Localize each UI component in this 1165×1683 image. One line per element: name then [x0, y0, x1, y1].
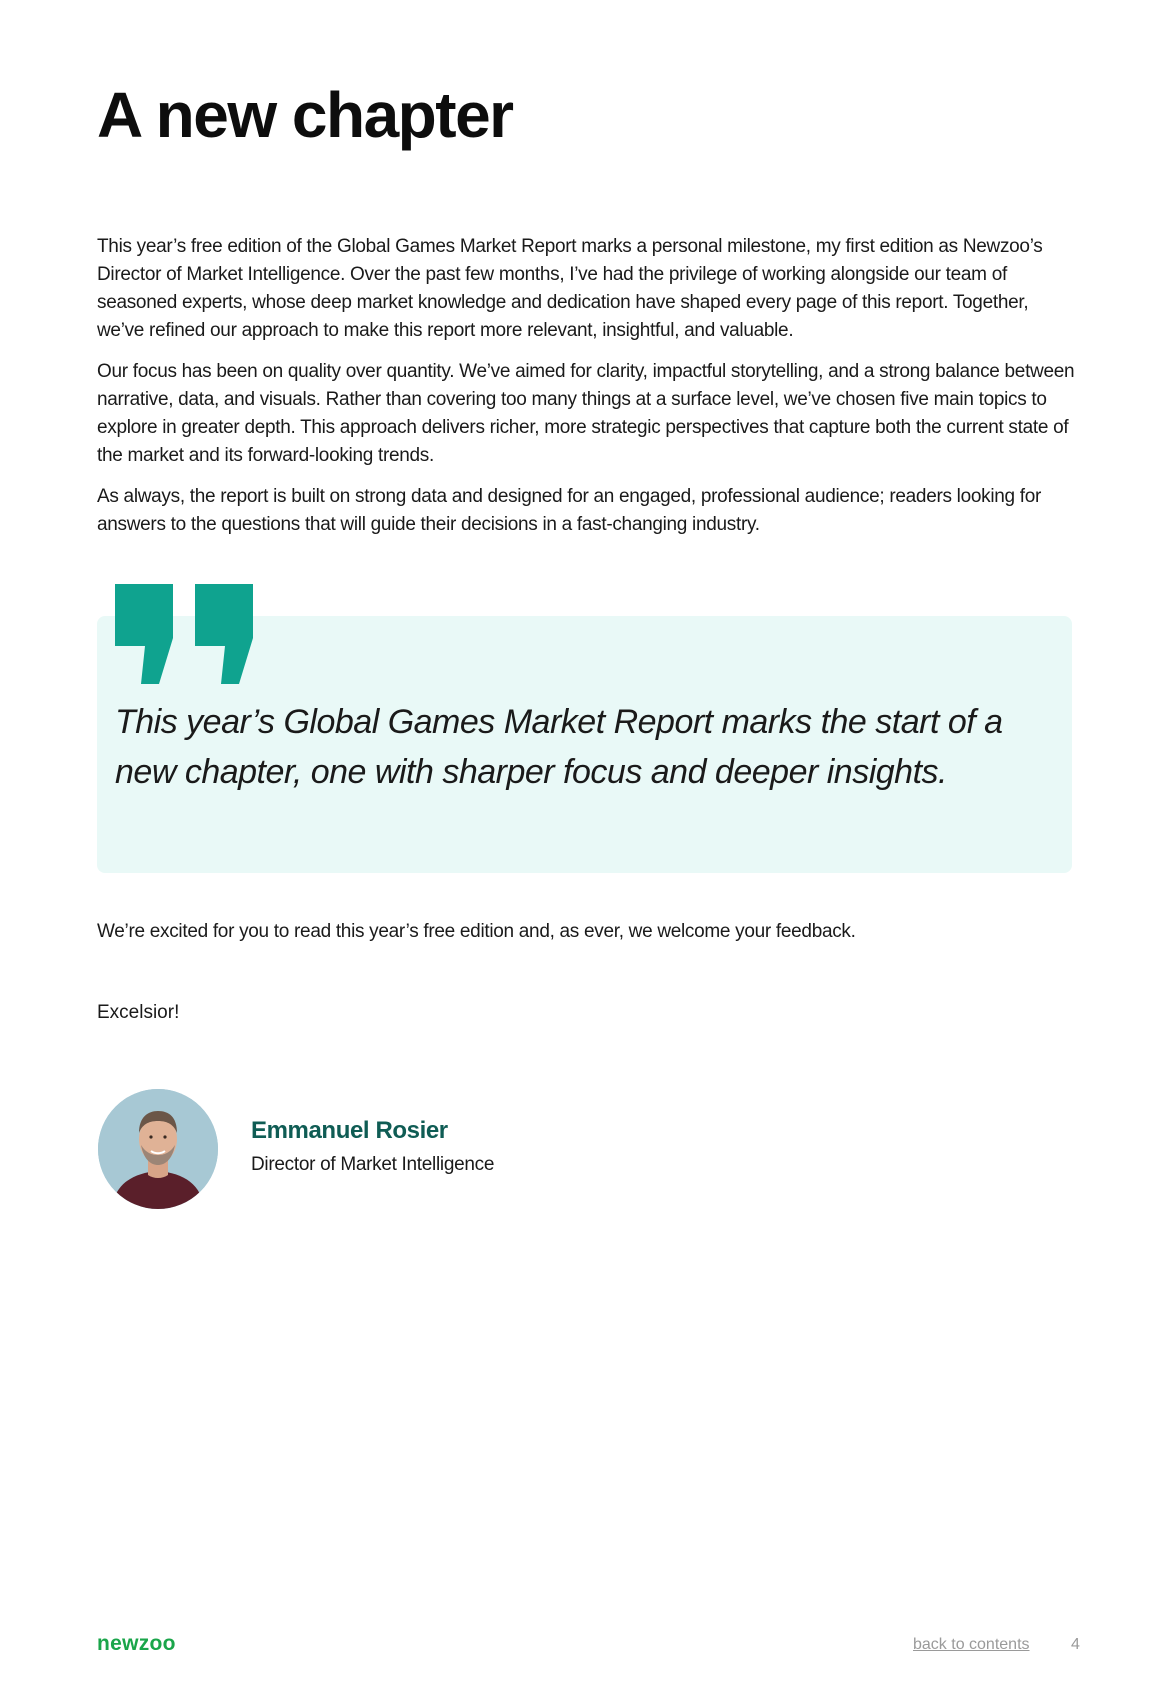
quote-mark-icon [115, 584, 257, 684]
author-role: Director of Market Intelligence [251, 1154, 495, 1175]
paragraph-3: As always, the report is built on strong data and designed for an engaged, professional audience; readers looking for answers to the questions that will guide their decisions in a fast-changing industry. [97, 486, 1042, 535]
signoff: Excelsior! [97, 1002, 180, 1023]
author-name: Emmanuel Rosier [251, 1117, 448, 1144]
back-to-contents-link[interactable]: back to contents [913, 1636, 1030, 1653]
intro-body [97, 233, 1077, 552]
page-title: A new chapter [97, 79, 513, 151]
author-photo [98, 1089, 218, 1209]
paragraph-1: This year’s free edition of the Global Games Market Report marks a personal milestone, my first edition as Newzoo’s Director of Market Intelligence. Over the past few months, I’ve had the privilege of working alongside our team of seasoned experts, whose deep market knowledge and dedication have shaped every page of this report. Together, we’ve refined our approach to make this report more relevant, insightful, and valuable. [97, 236, 1043, 341]
avatar [98, 1089, 218, 1209]
closing-paragraph: We’re excited for you to read this year’s free edition and, as ever, we welcome your feedback. [97, 921, 856, 942]
page-number: 4 [1071, 1636, 1080, 1653]
paragraph-2: Our focus has been on quality over quantity. We’ve aimed for clarity, impactful storytelling, and a strong balance between narrative, data, and visuals. Rather than covering too many things at a surface level, we’ve chosen five main topics to explore in greater depth. This approach delivers richer, more strategic perspectives that capture both the current state of the market and its forward-looking trends. [97, 361, 1075, 466]
newzoo-logo: newzoo [97, 1632, 176, 1655]
pull-quote-text: This year’s Global Games Market Report marks the start of a new chapter, one with sharper focus and deeper insights. [115, 703, 1003, 791]
